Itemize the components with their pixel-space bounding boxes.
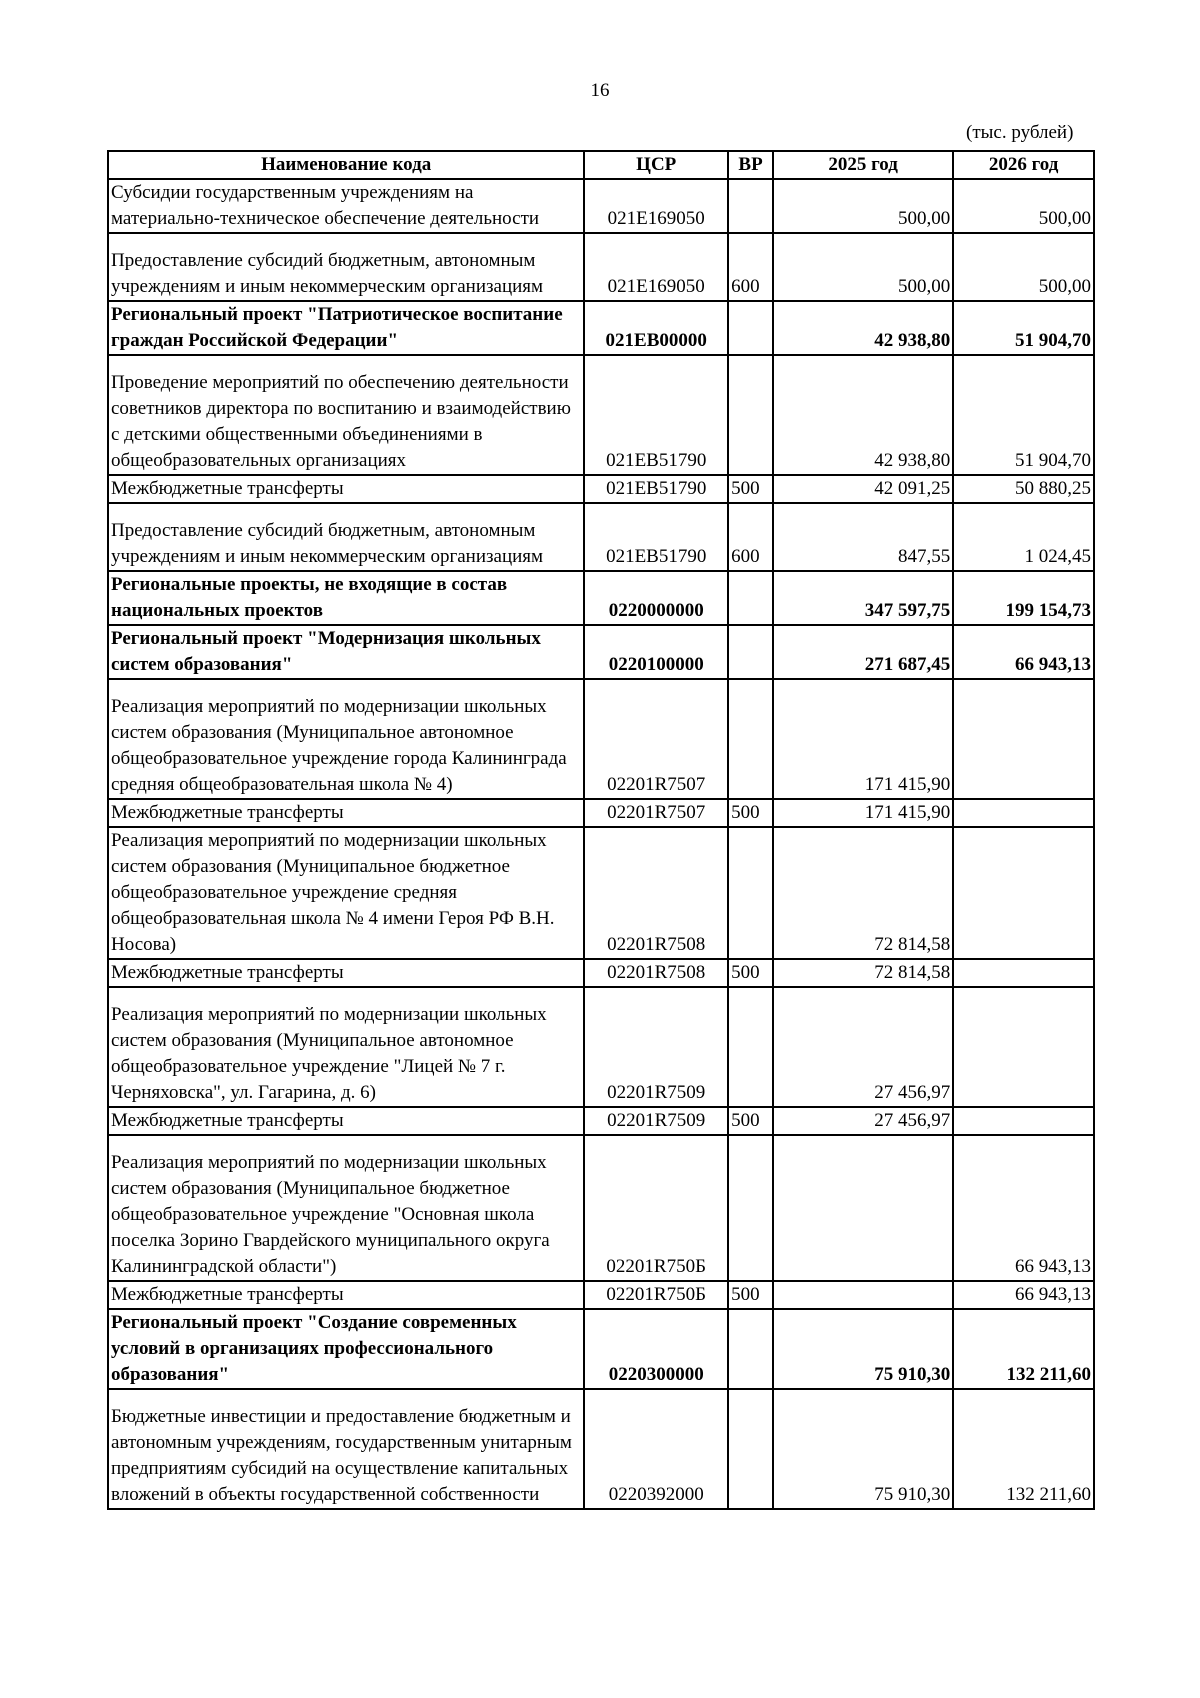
row-value-2025: 347 597,75 [773,571,953,625]
header-2025: 2025 год [773,151,953,179]
row-csr: 02201R750Б [584,1281,728,1309]
row-name: Предоставление субсидий бюджетным, автономным учреждениям и иным некоммерческим организациям [108,503,584,571]
row-name: Реализация мероприятий по модернизации школьных систем образования (Муниципальное автономное общеобразовательное учреждение города Калининграда средняя общеобразовательная школа № 4) [108,679,584,799]
row-value-2025: 75 910,30 [773,1389,953,1509]
table-row [108,827,1094,959]
row-value-2026: 66 943,13 [953,625,1094,679]
row-value-2025: 72 814,58 [773,827,953,959]
row-vr: 600 [728,503,773,571]
row-csr: 02201R750Б [584,1135,728,1281]
row-value-2026 [953,959,1094,987]
row-vr [728,301,773,355]
row-csr: 02201R7507 [584,799,728,827]
table-body [108,179,1094,1509]
table-row [108,987,1094,1107]
row-value-2025: 171 415,90 [773,679,953,799]
row-value-2026: 132 211,60 [953,1309,1094,1389]
table-row [108,475,1094,503]
row-value-2025 [773,1135,953,1281]
row-csr: 02201R7508 [584,827,728,959]
header-vr: ВР [728,151,773,179]
table-row [108,503,1094,571]
row-value-2026: 1 024,45 [953,503,1094,571]
row-value-2026: 500,00 [953,233,1094,301]
row-name: Межбюджетные трансферты [108,1281,584,1309]
row-csr: 02201R7508 [584,959,728,987]
row-csr: 0220100000 [584,625,728,679]
row-csr: 021Е169050 [584,233,728,301]
row-name: Межбюджетные трансферты [108,1107,584,1135]
row-value-2026: 66 943,13 [953,1281,1094,1309]
row-value-2026: 500,00 [953,179,1094,233]
table-row [108,1281,1094,1309]
budget-table [107,150,1095,1510]
row-name: Предоставление субсидий бюджетным, автономным учреждениям и иным некоммерческим организациям [108,233,584,301]
table-row [108,959,1094,987]
row-value-2026: 66 943,13 [953,1135,1094,1281]
row-value-2026: 51 904,70 [953,355,1094,475]
table-row [108,679,1094,799]
row-csr: 0220000000 [584,571,728,625]
row-csr: 021ЕВ51790 [584,503,728,571]
table-row [108,799,1094,827]
row-value-2025: 27 456,97 [773,987,953,1107]
row-name: Бюджетные инвестиции и предоставление бюджетным и автономным учреждениям, государственным унитарным предприятиям субсидий на осуществление капитальных вложений в объекты государственной собственности [108,1389,584,1509]
table-row [108,1135,1094,1281]
table-row [108,625,1094,679]
row-value-2025: 42 938,80 [773,301,953,355]
row-vr [728,679,773,799]
row-value-2025 [773,1281,953,1309]
row-value-2025: 42 938,80 [773,355,953,475]
row-vr: 500 [728,1281,773,1309]
row-vr: 500 [728,475,773,503]
row-name: Межбюджетные трансферты [108,475,584,503]
row-value-2025: 500,00 [773,233,953,301]
table-row [108,355,1094,475]
header-name: Наименование кода [108,151,584,179]
row-vr [728,1135,773,1281]
header-2026: 2026 год [953,151,1094,179]
table-row [108,1389,1094,1509]
page-number: 16 [590,80,610,101]
row-vr [728,1309,773,1389]
row-value-2026 [953,679,1094,799]
row-vr [728,179,773,233]
table-row [108,1107,1094,1135]
row-csr: 02201R7507 [584,679,728,799]
row-value-2026 [953,1107,1094,1135]
row-csr: 0220300000 [584,1309,728,1389]
header-csr: ЦСР [584,151,728,179]
table-row [108,179,1094,233]
row-value-2025: 271 687,45 [773,625,953,679]
row-value-2026: 199 154,73 [953,571,1094,625]
row-csr: 021ЕВ51790 [584,475,728,503]
row-name: Региональный проект "Создание современных условий в организациях профессионального образования" [108,1309,584,1389]
row-value-2026 [953,799,1094,827]
row-vr [728,987,773,1107]
table-row [108,1309,1094,1389]
row-value-2025: 72 814,58 [773,959,953,987]
row-name: Реализация мероприятий по модернизации школьных систем образования (Муниципальное бюджетное общеобразовательное учреждение "Основная школа поселка Зорино Гвардейского муниципального округа Калининградской области") [108,1135,584,1281]
row-vr: 600 [728,233,773,301]
row-csr: 021ЕВ51790 [584,355,728,475]
row-name: Региональные проекты, не входящие в состав национальных проектов [108,571,584,625]
row-name: Субсидии государственным учреждениям на материально-техническое обеспечение деятельности [108,179,584,233]
row-vr [728,571,773,625]
row-name: Межбюджетные трансферты [108,959,584,987]
row-vr [728,1389,773,1509]
row-vr: 500 [728,1107,773,1135]
row-name: Реализация мероприятий по модернизации школьных систем образования (Муниципальное автономное общеобразовательное учреждение "Лицей № 7 г. Черняховска", ул. Гагарина, д. 6) [108,987,584,1107]
row-csr: 02201R7509 [584,987,728,1107]
row-value-2026 [953,827,1094,959]
table-row [108,571,1094,625]
row-name: Реализация мероприятий по модернизации школьных систем образования (Муниципальное бюджетное общеобразовательное учреждение средняя общеобразовательная школа № 4 имени Героя РФ В.Н. Носова) [108,827,584,959]
row-csr: 0220392000 [584,1389,728,1509]
row-vr [728,827,773,959]
row-value-2026: 50 880,25 [953,475,1094,503]
row-value-2025: 500,00 [773,179,953,233]
units-note: (тыс. рублей) [966,122,1074,143]
row-name: Проведение мероприятий по обеспечению деятельности советников директора по воспитанию и взаимодействию с детскими общественными объединениями в общеобразовательных организациях [108,355,584,475]
row-vr: 500 [728,959,773,987]
row-csr: 02201R7509 [584,1107,728,1135]
row-csr: 021Е169050 [584,179,728,233]
row-value-2025: 847,55 [773,503,953,571]
row-name: Межбюджетные трансферты [108,799,584,827]
row-value-2026 [953,987,1094,1107]
row-name: Региональный проект "Модернизация школьных систем образования" [108,625,584,679]
row-name: Региональный проект "Патриотическое воспитание граждан Российской Федерации" [108,301,584,355]
row-value-2025: 171 415,90 [773,799,953,827]
row-value-2026: 132 211,60 [953,1389,1094,1509]
row-value-2026: 51 904,70 [953,301,1094,355]
table-row [108,301,1094,355]
row-value-2025: 42 091,25 [773,475,953,503]
table-header-row [108,151,1094,179]
row-vr [728,355,773,475]
row-value-2025: 75 910,30 [773,1309,953,1389]
row-vr [728,625,773,679]
row-value-2025: 27 456,97 [773,1107,953,1135]
table-row [108,233,1094,301]
row-vr: 500 [728,799,773,827]
row-csr: 021ЕВ00000 [584,301,728,355]
